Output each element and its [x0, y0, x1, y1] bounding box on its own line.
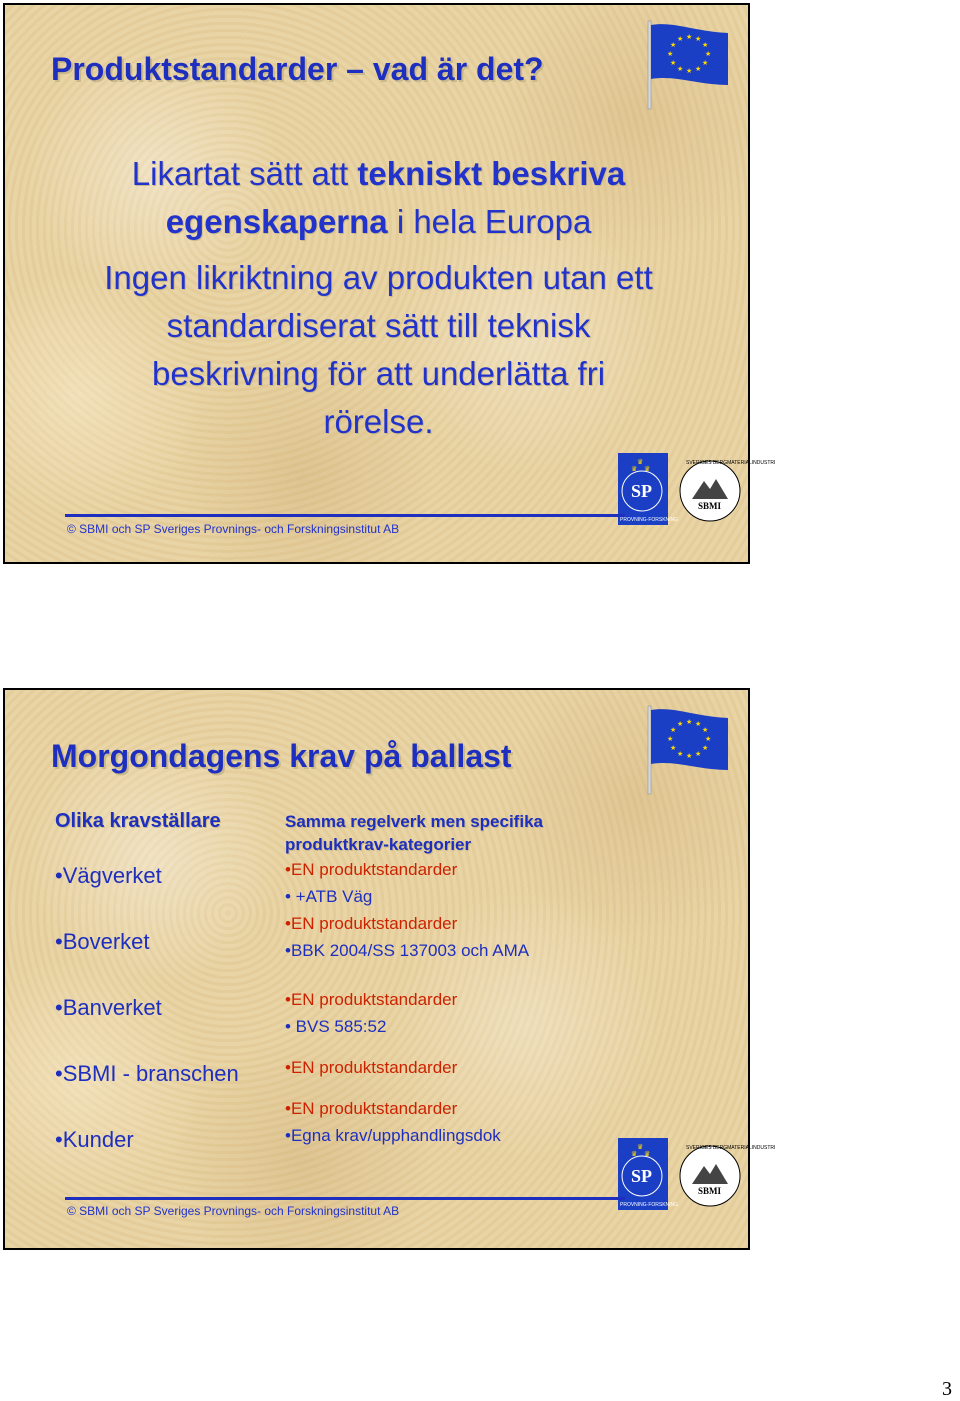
requirement-setters-column	[55, 810, 275, 1193]
svg-text:SBMI: SBMI	[698, 501, 722, 511]
svg-text:★: ★	[705, 735, 712, 743]
svg-text:★: ★	[695, 65, 702, 73]
en-standard-label: •EN produktstandarder	[285, 1099, 458, 1118]
right-heading-line-1: Samma regelverk men specifika	[285, 812, 543, 831]
slide-body	[5, 150, 752, 446]
svg-text:★: ★	[677, 750, 684, 758]
list-item: •Kunder	[55, 1127, 134, 1152]
slide-title: Morgondagens krav på ballast	[51, 738, 512, 774]
body-line-2a: egenskaperna	[165, 203, 388, 240]
svg-text:♛: ♛	[637, 458, 644, 466]
svg-text:★: ★	[677, 65, 684, 73]
en-standard-label: •EN produktstandarder	[285, 914, 458, 933]
footer-divider	[65, 1197, 625, 1200]
svg-text:★: ★	[667, 50, 674, 58]
body-line-6: rörelse.	[323, 403, 434, 440]
svg-text:★: ★	[677, 720, 684, 728]
svg-text:★: ★	[686, 752, 693, 760]
eu-flag-icon	[648, 21, 730, 109]
svg-text:★: ★	[670, 41, 677, 49]
svg-text:★: ★	[702, 744, 709, 752]
svg-text:★: ★	[677, 35, 684, 43]
svg-text:★: ★	[705, 50, 712, 58]
right-heading-line-2: produktkrav-kategorier	[285, 835, 472, 854]
svg-text:♛: ♛	[637, 1143, 644, 1151]
left-heading: Olika kravställare	[55, 810, 221, 832]
svg-text:★: ★	[695, 35, 702, 43]
page-number: 3	[942, 1378, 952, 1400]
bvs-label: • BVS 585:52	[285, 1017, 387, 1036]
svg-text:SBMI: SBMI	[698, 1186, 722, 1196]
body-line-2b: i hela Europa	[387, 203, 592, 240]
svg-text:★: ★	[670, 744, 677, 752]
svg-text:SP: SP	[631, 481, 653, 501]
slide-2	[3, 688, 776, 1250]
body-line-4: standardiserat sätt till teknisk	[166, 307, 591, 344]
list-item: •Vägverket	[55, 863, 162, 888]
svg-text:SP: SP	[631, 1166, 653, 1186]
svg-text:PROVNING·FORSKNING: PROVNING·FORSKNING	[620, 1202, 679, 1208]
en-standard-label: •EN produktstandarder	[285, 860, 458, 879]
footer-copyright: © SBMI och SP Sveriges Provnings- och Forskningsinstitut AB	[67, 522, 400, 536]
svg-text:★: ★	[702, 41, 709, 49]
list-item: •Boverket	[55, 929, 150, 954]
slide-1	[3, 3, 776, 564]
svg-text:♛: ♛	[644, 1150, 651, 1158]
own-requirements-label: •Egna krav/upphandlingsdok	[285, 1126, 501, 1145]
list-item: •SBMI - branschen	[55, 1061, 239, 1086]
svg-text:★: ★	[702, 726, 709, 734]
list-item: •Banverket	[55, 995, 162, 1020]
svg-text:SVERIGES BERGMATERIALINDUSTRI: SVERIGES BERGMATERIALINDUSTRI	[686, 460, 776, 466]
en-standard-label: •EN produktstandarder	[285, 1058, 458, 1077]
svg-text:★: ★	[686, 33, 693, 41]
svg-text:★: ★	[695, 750, 702, 758]
svg-text:♛: ♛	[644, 465, 651, 473]
footer-copyright: © SBMI och SP Sveriges Provnings- och Forskningsinstitut AB	[67, 1204, 400, 1218]
svg-text:♛: ♛	[631, 1150, 638, 1158]
eu-flag-icon	[648, 706, 730, 794]
svg-text:★: ★	[686, 718, 693, 726]
slide-title: Produktstandarder – vad är det?	[51, 51, 544, 87]
bbk-label: •BBK 2004/SS 137003 och AMA	[285, 941, 530, 960]
body-line-1a: Likartat sätt att	[131, 155, 358, 192]
svg-text:★: ★	[686, 67, 693, 75]
svg-text:★: ★	[670, 59, 677, 67]
body-line-1b: tekniskt beskriva	[357, 155, 626, 192]
atb-label: • +ATB Väg	[285, 887, 373, 906]
svg-text:★: ★	[702, 59, 709, 67]
footer-divider	[65, 514, 625, 517]
sp-sbmi-logos	[618, 451, 776, 531]
body-line-5: beskrivning för att underlätta fri	[151, 355, 606, 392]
svg-text:★: ★	[670, 726, 677, 734]
svg-text:SVERIGES BERGMATERIALINDUSTRI: SVERIGES BERGMATERIALINDUSTRI	[686, 1145, 776, 1151]
svg-text:♛: ♛	[631, 465, 638, 473]
svg-text:★: ★	[667, 735, 674, 743]
regulations-column	[285, 810, 625, 1149]
body-line-3: Ingen likriktning av produkten utan ett	[104, 259, 653, 296]
en-standard-label: •EN produktstandarder	[285, 990, 458, 1009]
sp-sbmi-logos	[618, 1136, 776, 1216]
svg-text:★: ★	[695, 720, 702, 728]
svg-text:PROVNING·FORSKNING: PROVNING·FORSKNING	[620, 517, 679, 523]
